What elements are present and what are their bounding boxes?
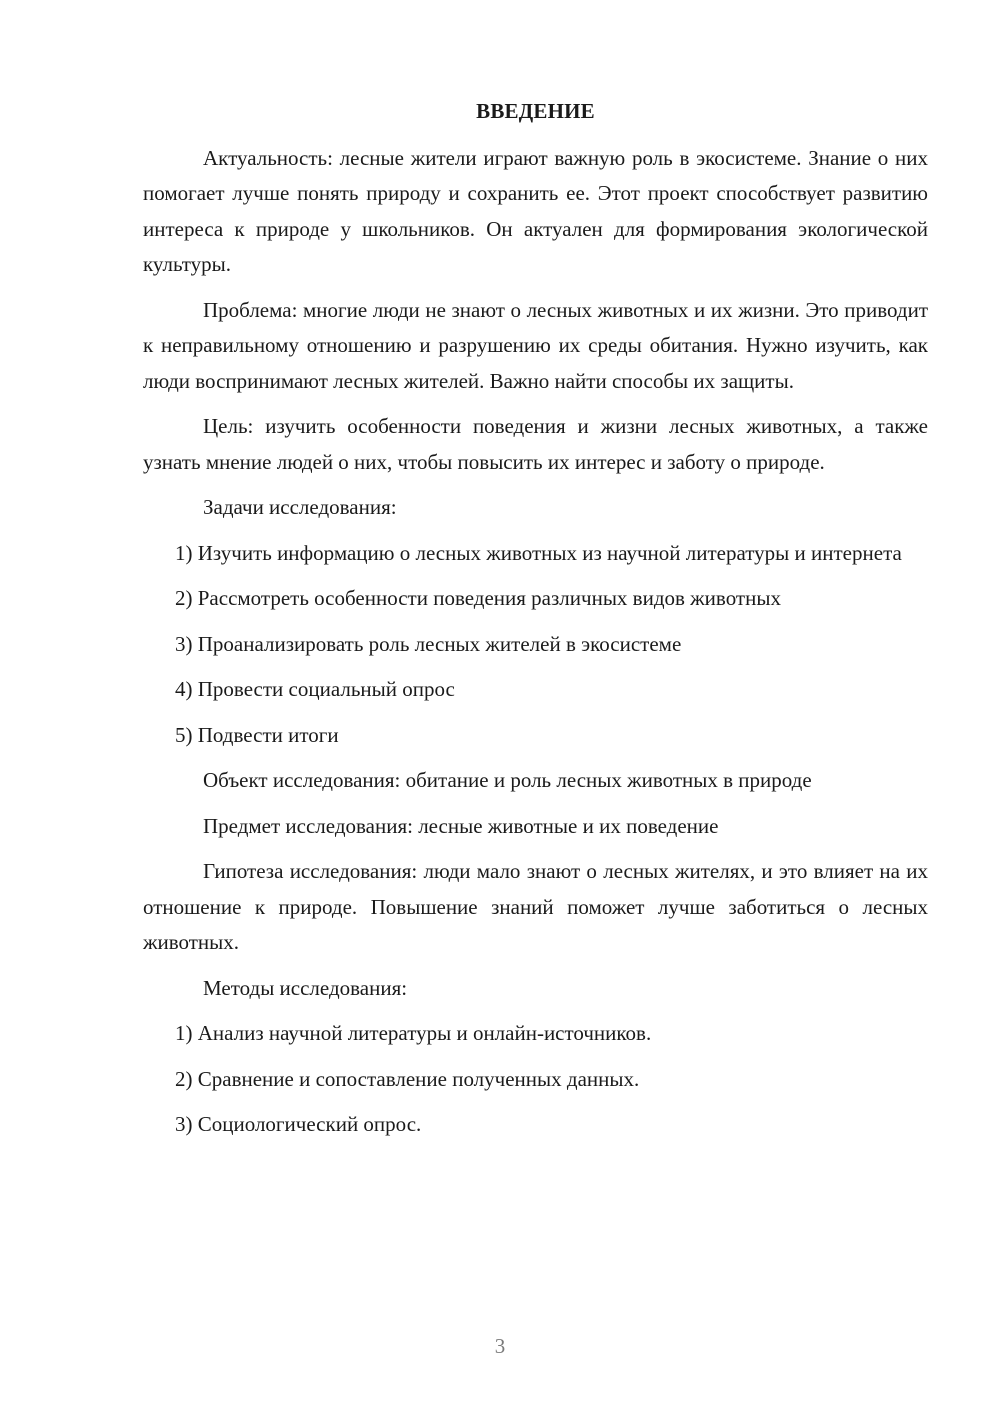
method-item-3: 3) Социологический опрос.: [175, 1112, 422, 1136]
methods-heading: Методы исследования:: [203, 975, 408, 1000]
page-number: 3: [494, 1334, 506, 1358]
task-item-3: 3) Проанализировать роль лесных жителей в экосистеме: [175, 631, 682, 656]
task-item-5: 5) Подвести итоги: [175, 722, 339, 747]
tasks-heading: Задачи исследования:: [203, 495, 397, 519]
goal-paragraph: Цель: изучить особенности поведения и жизни лесных животных, а также узнать мнение людей о них, чтобы повысить их интерес и заботу о природе.: [143, 414, 928, 474]
relevance-paragraph: Актуальность: лесные жители играют важную роль в экосистеме. Знание о них помогает лучше понять природу и сохранить ее. Этот проект способствует развитию интереса к природе у школьников. Он актуален для формирования экологической культуры.: [143, 145, 928, 276]
method-item-2: 2) Сравнение и сопоставление полученных данных.: [175, 1066, 640, 1091]
task-item-4: 4) Провести социальный опрос: [175, 677, 455, 701]
page-content: [143, 94, 928, 1153]
problem-paragraph: Проблема: многие люди не знают о лесных животных и их жизни. Это приводит к неправильному отношению и разрушению их среды обитания. Нужно изучить, как люди воспринимают лесных жителей. Важно найти способы их защиты.: [143, 297, 928, 393]
method-item-1: 1) Анализ научной литературы и онлайн-источников.: [175, 1021, 652, 1045]
section-title: ВВЕДЕНИЕ: [476, 99, 595, 123]
hypothesis-paragraph: Гипотеза исследования: люди мало знают о лесных жителях, и это влияет на их отношение к природе. Повышение знаний поможет лучше заботиться о лесных животных.: [143, 859, 928, 954]
research-subject: Предмет исследования: лесные животные и их поведение: [203, 813, 719, 838]
research-object: Объект исследования: обитание и роль лесных животных в природе: [203, 768, 812, 792]
task-item-1: 1) Изучить информацию о лесных животных из научной литературы и интернета: [175, 540, 902, 565]
task-item-2: 2) Рассмотреть особенности поведения различных видов животных: [175, 586, 781, 610]
